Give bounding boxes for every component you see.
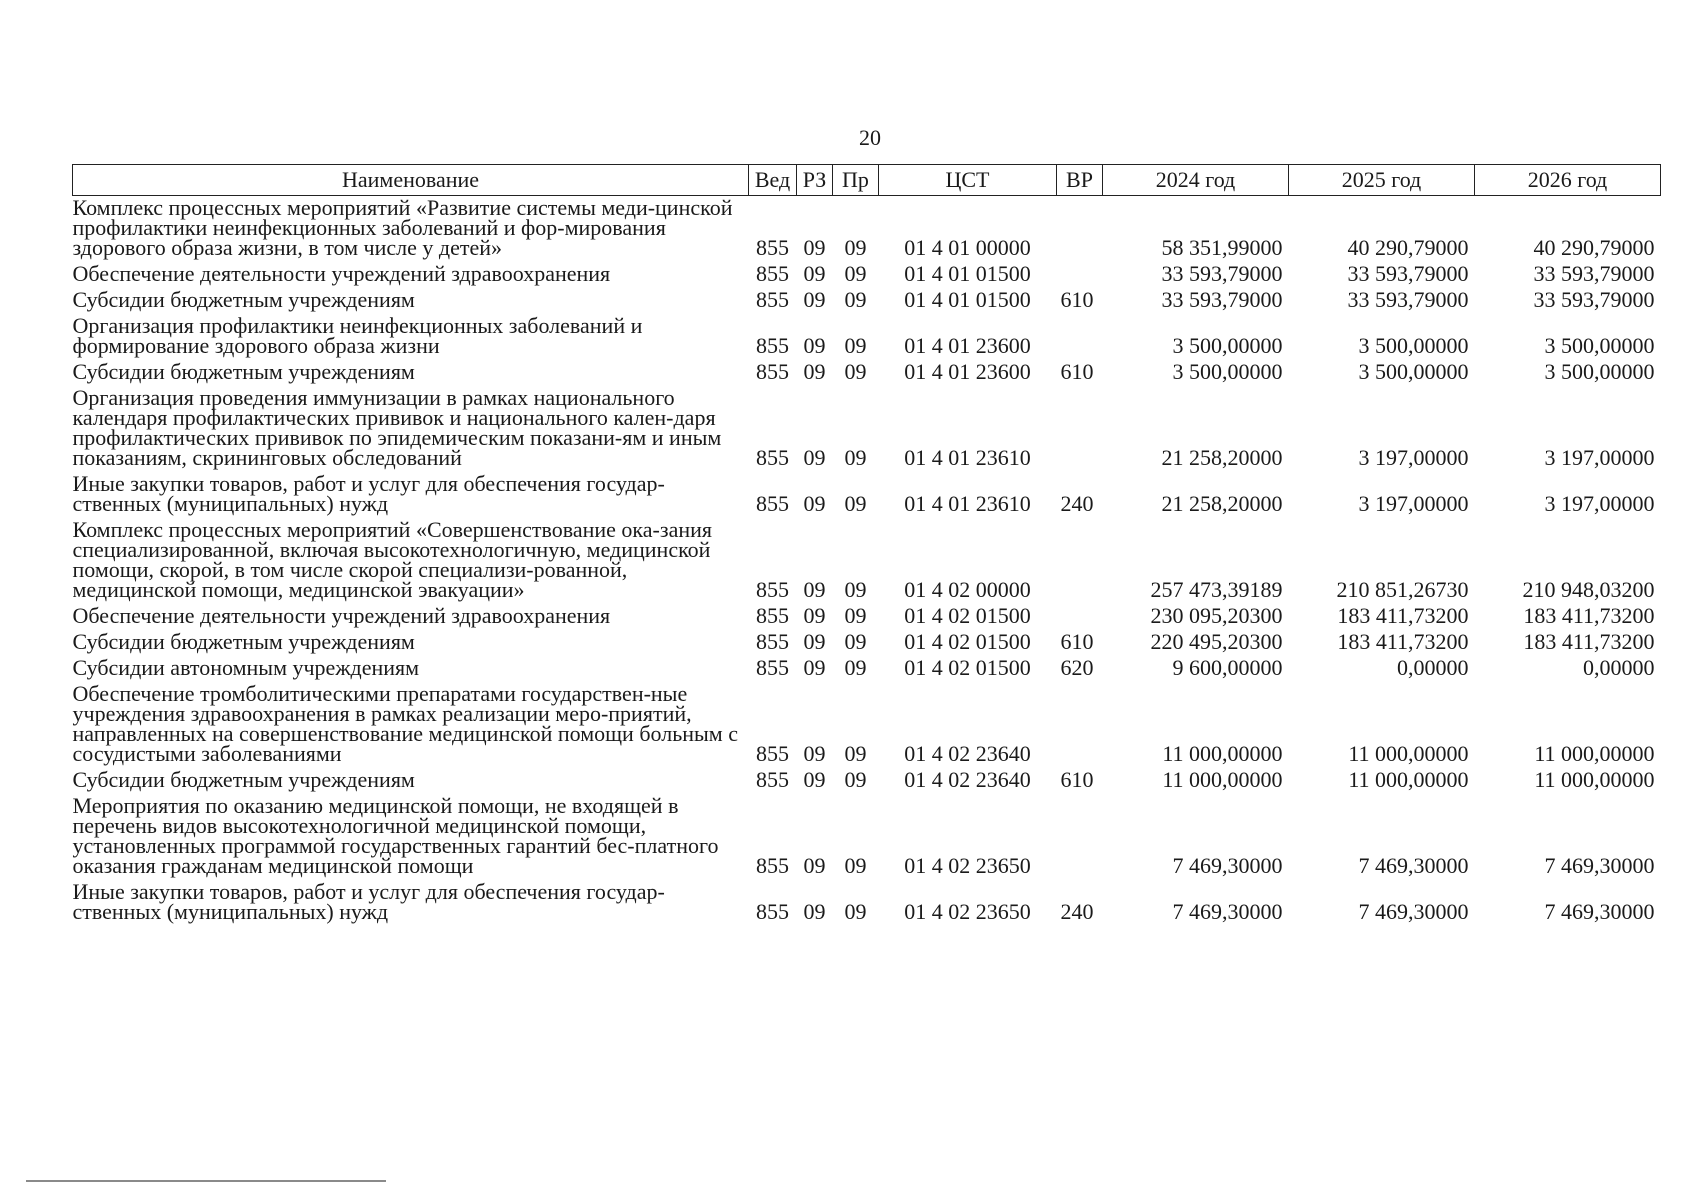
row-2025-amount: 183 411,73200 bbox=[1337, 603, 1469, 628]
footer-divider bbox=[26, 1180, 386, 1182]
row-2026-amount: 0,00000 bbox=[1583, 655, 1655, 680]
table-row bbox=[73, 314, 1661, 360]
row-2025-amount: 0,00000 bbox=[1397, 655, 1469, 680]
row-name: Субсидии бюджетным учреждениям bbox=[72, 767, 415, 792]
row-pr: 09 bbox=[844, 235, 867, 260]
header-2024: 2024 год bbox=[1103, 165, 1289, 196]
row-vr bbox=[1057, 262, 1103, 288]
budget-table-container bbox=[72, 164, 1660, 926]
page-number: 20 bbox=[859, 125, 881, 150]
header-2025: 2025 год bbox=[1289, 165, 1475, 196]
row-pr: 09 bbox=[844, 655, 867, 680]
row-2024-amount: 3 500,00000 bbox=[1172, 333, 1283, 358]
row-2026-amount: 40 290,79000 bbox=[1533, 235, 1655, 260]
row-2024-amount: 257 473,39189 bbox=[1150, 577, 1283, 602]
row-rz: 09 bbox=[803, 629, 826, 654]
row-2026-amount: 183 411,73200 bbox=[1523, 603, 1655, 628]
row-2024-amount: 58 351,99000 bbox=[1161, 235, 1283, 260]
row-rz: 09 bbox=[803, 333, 826, 358]
row-2024-amount: 11 000,00000 bbox=[1162, 767, 1283, 792]
row-rz: 09 bbox=[803, 853, 826, 878]
row-2024-amount: 7 469,30000 bbox=[1172, 853, 1283, 878]
row-cst: 01 4 02 01500 bbox=[904, 655, 1031, 680]
row-2025-amount: 210 851,26730 bbox=[1336, 577, 1469, 602]
header-2026: 2026 год bbox=[1475, 165, 1661, 196]
row-2025-amount: 3 197,00000 bbox=[1358, 491, 1469, 516]
row-pr: 09 bbox=[844, 767, 867, 792]
row-2025-amount: 33 593,79000 bbox=[1347, 261, 1469, 286]
row-vr bbox=[1057, 386, 1103, 472]
row-2024-amount: 33 593,79000 bbox=[1161, 261, 1283, 286]
row-name: Субсидии бюджетным учреждениям bbox=[72, 359, 415, 384]
row-rz: 09 bbox=[803, 445, 826, 470]
row-ved: 855 bbox=[756, 359, 789, 384]
row-pr: 09 bbox=[844, 899, 867, 924]
table-row bbox=[73, 518, 1661, 604]
header-rz: РЗ bbox=[797, 165, 833, 196]
row-rz: 09 bbox=[803, 741, 826, 766]
row-name: Иные закупки товаров, работ и услуг для обеспечения государ-ственных (муниципальных) нужд bbox=[72, 471, 665, 516]
row-2026-amount: 210 948,03200 bbox=[1522, 577, 1655, 602]
row-2026-amount: 11 000,00000 bbox=[1534, 767, 1655, 792]
row-ved: 855 bbox=[756, 261, 789, 286]
row-cst: 01 4 02 23640 bbox=[904, 767, 1031, 792]
header-pr: Пр bbox=[833, 165, 879, 196]
row-2026-amount: 33 593,79000 bbox=[1533, 287, 1655, 312]
row-pr: 09 bbox=[844, 333, 867, 358]
row-2025-amount: 3 500,00000 bbox=[1358, 359, 1469, 384]
row-name: Субсидии бюджетным учреждениям bbox=[72, 287, 415, 312]
row-2024-amount: 11 000,00000 bbox=[1162, 741, 1283, 766]
row-vr: 240 bbox=[1060, 491, 1094, 516]
row-2026-amount: 3 500,00000 bbox=[1544, 333, 1655, 358]
row-name: Мероприятия по оказанию медицинской помощи, не входящей в перечень видов высокотехнологичной медицинской помощи, установленных программой государственных гарантий бес-платного оказания гражданам медицинской помощи bbox=[72, 793, 719, 878]
row-rz: 09 bbox=[803, 287, 826, 312]
row-rz: 09 bbox=[803, 577, 826, 602]
row-2025-amount: 3 197,00000 bbox=[1358, 445, 1469, 470]
row-pr: 09 bbox=[844, 359, 867, 384]
row-2026-amount: 11 000,00000 bbox=[1534, 741, 1655, 766]
row-cst: 01 4 02 01500 bbox=[904, 629, 1031, 654]
row-vr: 620 bbox=[1060, 655, 1094, 680]
row-pr: 09 bbox=[844, 853, 867, 878]
row-name: Организация профилактики неинфекционных заболеваний и формирование здорового образа жизни bbox=[72, 313, 643, 358]
row-2025-amount: 7 469,30000 bbox=[1358, 899, 1469, 924]
row-ved: 855 bbox=[756, 655, 789, 680]
row-2025-amount: 3 500,00000 bbox=[1358, 333, 1469, 358]
row-2025-amount: 11 000,00000 bbox=[1348, 767, 1469, 792]
row-pr: 09 bbox=[844, 261, 867, 286]
row-cst: 01 4 01 23610 bbox=[904, 445, 1031, 470]
row-2026-amount: 3 500,00000 bbox=[1544, 359, 1655, 384]
row-name: Комплекс процессных мероприятий «Развитие системы меди-цинской профилактики неинфекционных заболеваний и фор-мирования здорового образа жизни, в том числе у детей» bbox=[72, 195, 733, 260]
row-vr: 610 bbox=[1060, 359, 1094, 384]
row-rz: 09 bbox=[803, 261, 826, 286]
row-vr bbox=[1057, 604, 1103, 630]
row-ved: 855 bbox=[756, 741, 789, 766]
row-2025-amount: 40 290,79000 bbox=[1347, 235, 1469, 260]
row-pr: 09 bbox=[844, 445, 867, 470]
row-cst: 01 4 01 01500 bbox=[904, 261, 1031, 286]
table-row bbox=[73, 604, 1661, 630]
row-pr: 09 bbox=[844, 577, 867, 602]
row-ved: 855 bbox=[756, 577, 789, 602]
table-header bbox=[73, 165, 1661, 196]
row-cst: 01 4 02 00000 bbox=[904, 577, 1031, 602]
table-body bbox=[73, 196, 1661, 927]
row-vr: 610 bbox=[1060, 287, 1094, 312]
row-pr: 09 bbox=[844, 287, 867, 312]
row-vr bbox=[1057, 196, 1103, 263]
row-2024-amount: 220 495,20300 bbox=[1150, 629, 1283, 654]
row-2025-amount: 183 411,73200 bbox=[1337, 629, 1469, 654]
row-name: Комплекс процессных мероприятий «Совершенствование ока-зания специализированной, включая высокотехнологичную, медицинской помощи, скорой, в том числе скорой специализи-рованной, медицинской помощи, медицинской эвакуации» bbox=[72, 517, 712, 602]
row-ved: 855 bbox=[756, 629, 789, 654]
table-row bbox=[73, 360, 1661, 386]
row-rz: 09 bbox=[803, 359, 826, 384]
row-2026-amount: 7 469,30000 bbox=[1544, 899, 1655, 924]
row-rz: 09 bbox=[803, 491, 826, 516]
row-2026-amount: 3 197,00000 bbox=[1544, 491, 1655, 516]
table-row bbox=[73, 196, 1661, 263]
row-vr bbox=[1057, 682, 1103, 768]
table-row bbox=[73, 262, 1661, 288]
row-rz: 09 bbox=[803, 899, 826, 924]
row-2024-amount: 7 469,30000 bbox=[1172, 899, 1283, 924]
row-cst: 01 4 02 01500 bbox=[904, 603, 1031, 628]
table-row bbox=[73, 630, 1661, 656]
row-cst: 01 4 02 23650 bbox=[904, 899, 1031, 924]
row-name: Обеспечение тромболитическими препаратами государствен-ные учреждения здравоохранения в рамках реализации меро-приятий, направленных на совершенствование медицинской помощи больным с сосудистыми заболеваниями bbox=[72, 681, 738, 766]
row-pr: 09 bbox=[844, 491, 867, 516]
row-ved: 855 bbox=[756, 767, 789, 792]
budget-table bbox=[72, 164, 1661, 926]
table-row bbox=[73, 880, 1661, 926]
row-pr: 09 bbox=[844, 741, 867, 766]
row-2026-amount: 183 411,73200 bbox=[1523, 629, 1655, 654]
row-2026-amount: 3 197,00000 bbox=[1544, 445, 1655, 470]
row-name: Иные закупки товаров, работ и услуг для обеспечения государ-ственных (муниципальных) нужд bbox=[72, 879, 665, 924]
table-row bbox=[73, 288, 1661, 314]
table-row bbox=[73, 656, 1661, 682]
row-name: Субсидии автономным учреждениям bbox=[72, 655, 420, 680]
row-2026-amount: 7 469,30000 bbox=[1544, 853, 1655, 878]
row-cst: 01 4 01 23610 bbox=[904, 491, 1031, 516]
row-2024-amount: 33 593,79000 bbox=[1161, 287, 1283, 312]
table-row bbox=[73, 768, 1661, 794]
row-ved: 855 bbox=[756, 235, 789, 260]
row-name: Организация проведения иммунизации в рамках национального календаря профилактических прививок и национального кален-даря профилактических прививок по эпидемическим показани-ям и иным показаниям, скрининговых обследований bbox=[72, 385, 722, 470]
row-rz: 09 bbox=[803, 235, 826, 260]
row-vr bbox=[1057, 794, 1103, 880]
row-rz: 09 bbox=[803, 767, 826, 792]
header-ved: Вед bbox=[749, 165, 797, 196]
row-2024-amount: 9 600,00000 bbox=[1172, 655, 1283, 680]
row-ved: 855 bbox=[756, 333, 789, 358]
row-cst: 01 4 01 23600 bbox=[904, 333, 1031, 358]
header-cst: ЦСТ bbox=[879, 165, 1057, 196]
row-cst: 01 4 01 00000 bbox=[904, 235, 1031, 260]
row-rz: 09 bbox=[803, 655, 826, 680]
row-ved: 855 bbox=[756, 445, 789, 470]
row-cst: 01 4 02 23650 bbox=[904, 853, 1031, 878]
row-2025-amount: 33 593,79000 bbox=[1347, 287, 1469, 312]
row-vr: 240 bbox=[1060, 899, 1094, 924]
row-rz: 09 bbox=[803, 603, 826, 628]
row-vr bbox=[1057, 518, 1103, 604]
row-vr bbox=[1057, 314, 1103, 360]
table-row bbox=[73, 682, 1661, 768]
row-2026-amount: 33 593,79000 bbox=[1533, 261, 1655, 286]
row-pr: 09 bbox=[844, 629, 867, 654]
table-row bbox=[73, 386, 1661, 472]
table-row bbox=[73, 472, 1661, 518]
table-row bbox=[73, 794, 1661, 880]
row-2025-amount: 7 469,30000 bbox=[1358, 853, 1469, 878]
row-name: Обеспечение деятельности учреждений здравоохранения bbox=[72, 261, 611, 286]
row-cst: 01 4 01 01500 bbox=[904, 287, 1031, 312]
row-pr: 09 bbox=[844, 603, 867, 628]
header-vr: ВР bbox=[1057, 165, 1103, 196]
row-2024-amount: 3 500,00000 bbox=[1172, 359, 1283, 384]
row-vr: 610 bbox=[1060, 629, 1094, 654]
row-ved: 855 bbox=[756, 899, 789, 924]
row-ved: 855 bbox=[756, 853, 789, 878]
row-name: Обеспечение деятельности учреждений здравоохранения bbox=[72, 603, 611, 628]
header-name: Наименование bbox=[73, 165, 749, 196]
row-vr: 610 bbox=[1060, 767, 1094, 792]
row-2025-amount: 11 000,00000 bbox=[1348, 741, 1469, 766]
row-ved: 855 bbox=[756, 491, 789, 516]
row-2024-amount: 21 258,20000 bbox=[1161, 445, 1283, 470]
row-ved: 855 bbox=[756, 287, 789, 312]
row-ved: 855 bbox=[756, 603, 789, 628]
row-cst: 01 4 01 23600 bbox=[904, 359, 1031, 384]
row-2024-amount: 21 258,20000 bbox=[1161, 491, 1283, 516]
row-name: Субсидии бюджетным учреждениям bbox=[72, 629, 415, 654]
row-cst: 01 4 02 23640 bbox=[904, 741, 1031, 766]
row-2024-amount: 230 095,20300 bbox=[1150, 603, 1283, 628]
